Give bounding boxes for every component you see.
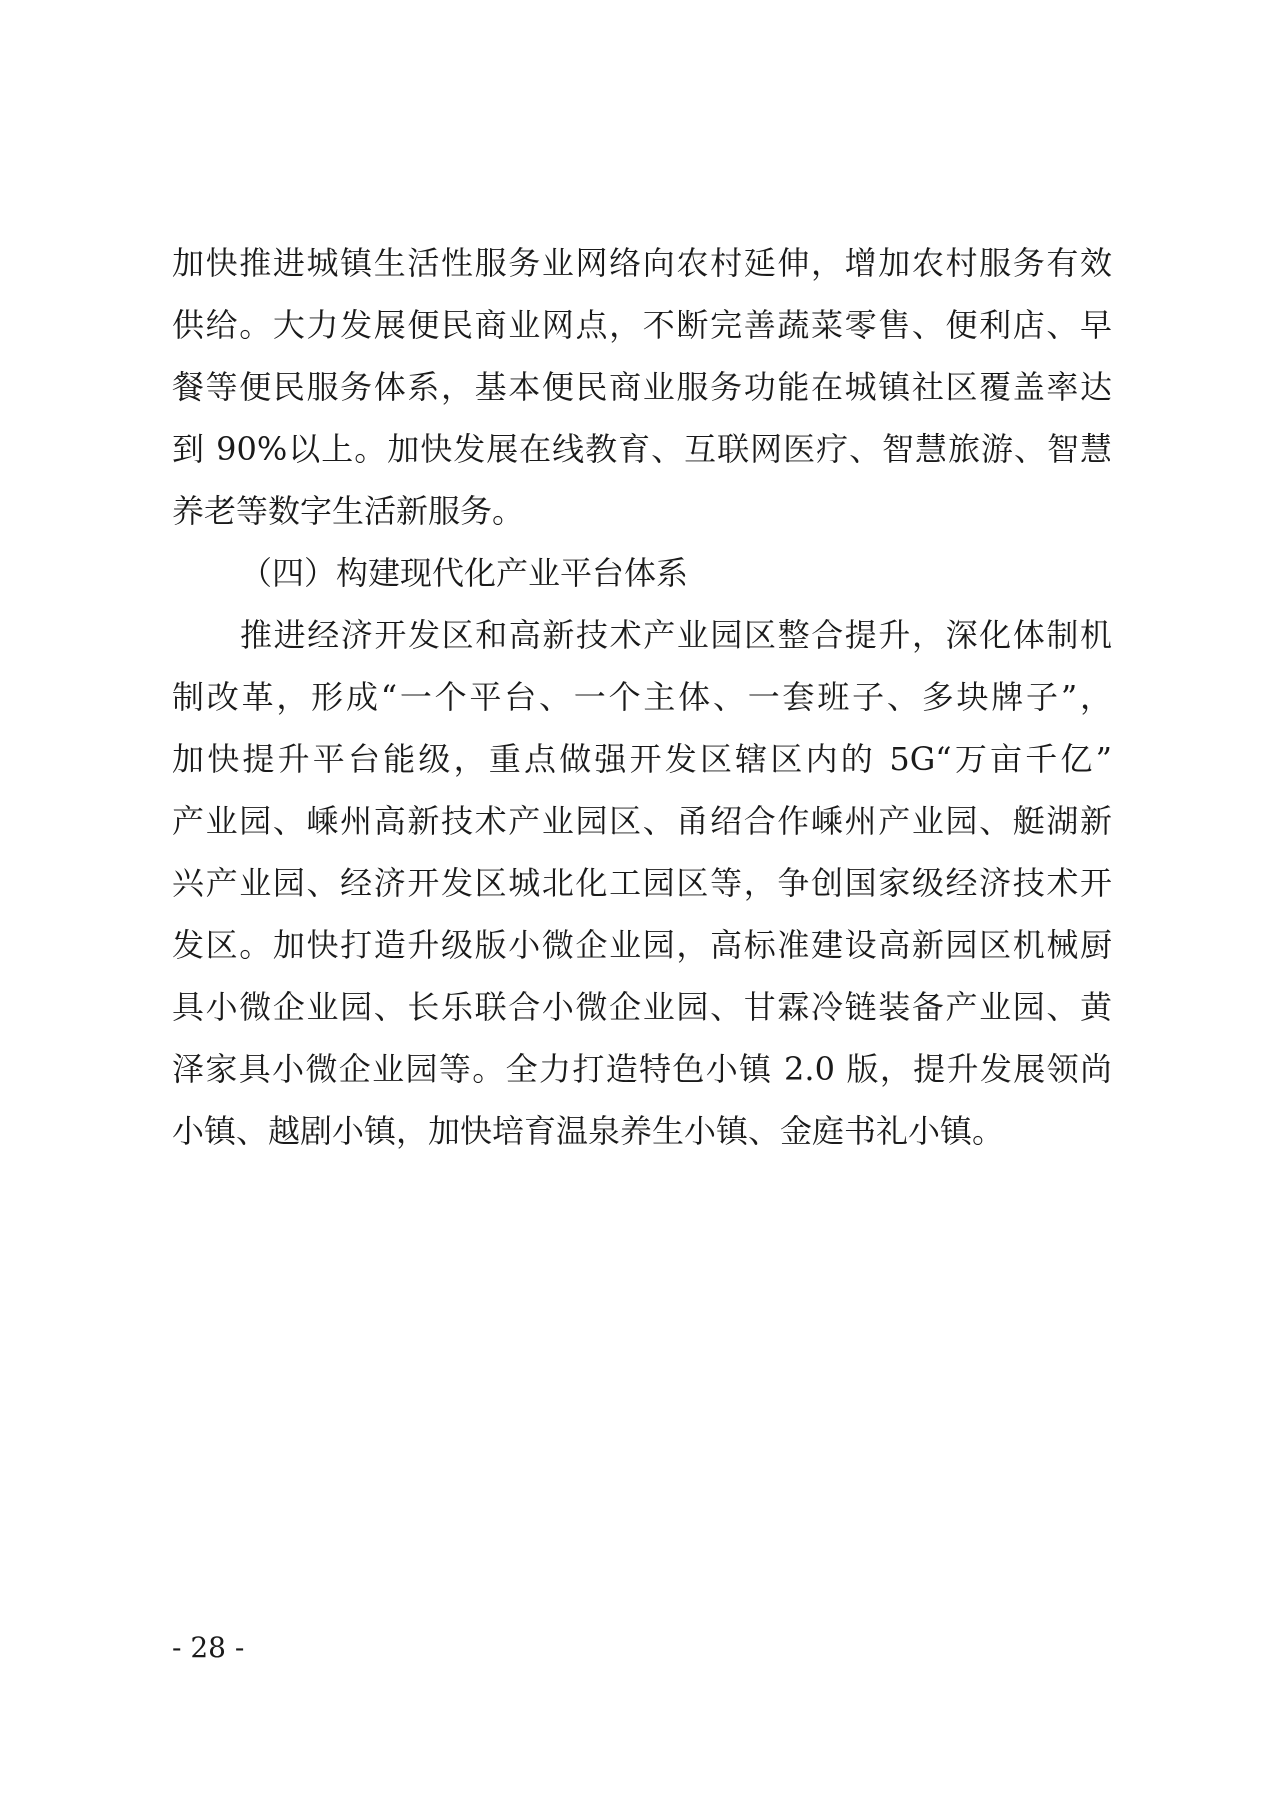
paragraph-line: 餐等便民服务体系，基本便民商业服务功能在城镇社区覆盖率达 — [172, 368, 1112, 406]
paragraph-line: 养老等数字生活新服务。 — [172, 492, 525, 530]
paragraph-1 — [172, 232, 1112, 542]
paragraph-line: 小镇、越剧小镇，加快培育温泉养生小镇、金庭书礼小镇。 — [172, 1112, 1005, 1150]
paragraph-2 — [172, 604, 1112, 1162]
paragraph-line: 具小微企业园、长乐联合小微企业园、甘霖冷链装备产业园、黄 — [172, 988, 1112, 1026]
paragraph-line: 加快提升平台能级，重点做强开发区辖区内的 5G“万亩千亿” — [172, 740, 1112, 778]
paragraph-line: 加快推进城镇生活性服务业网络向农村延伸，增加农村服务有效 — [172, 244, 1112, 282]
section-heading: （四）构建现代化产业平台体系 — [240, 554, 689, 592]
document-body — [172, 232, 1112, 1162]
paragraph-line: 兴产业园、经济开发区城北化工园区等，争创国家级经济技术开 — [172, 864, 1112, 902]
paragraph-line: 制改革，形成“一个平台、一个主体、一套班子、多块牌子”， — [172, 678, 1112, 716]
paragraph-line: 推进经济开发区和高新技术产业园区整合提升，深化体制机 — [240, 616, 1112, 654]
page-number: - 28 - — [172, 1631, 245, 1664]
paragraph-line: 产业园、嵊州高新技术产业园区、甬绍合作嵊州产业园、艇湖新 — [172, 802, 1112, 840]
paragraph-line: 发区。加快打造升级版小微企业园，高标准建设高新园区机械厨 — [172, 926, 1112, 964]
paragraph-line: 泽家具小微企业园等。全力打造特色小镇 2.0 版，提升发展领尚 — [172, 1050, 1112, 1088]
paragraph-line: 到 90%以上。加快发展在线教育、互联网医疗、智慧旅游、智慧 — [172, 430, 1112, 468]
paragraph-line: 供给。大力发展便民商业网点，不断完善蔬菜零售、便利店、早 — [172, 306, 1112, 344]
